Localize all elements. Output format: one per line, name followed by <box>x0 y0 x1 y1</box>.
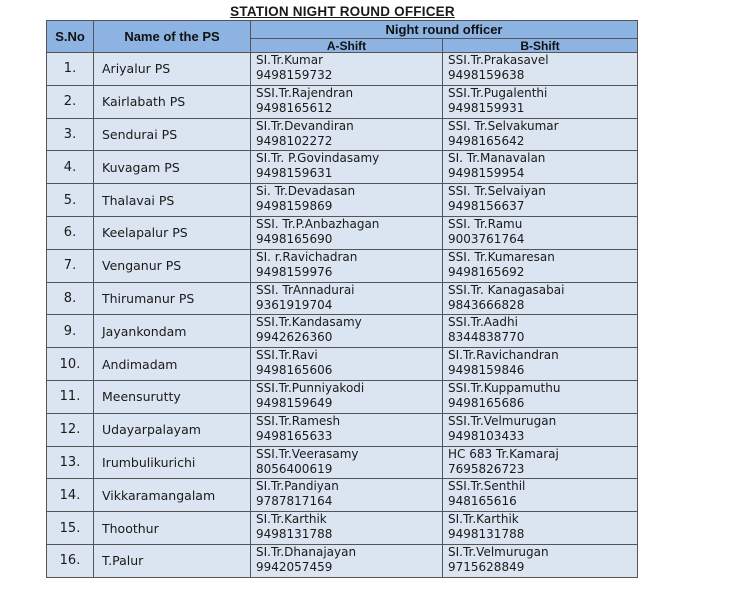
table-row <box>47 348 638 381</box>
officer-phone: 8344838770 <box>448 330 525 345</box>
officer-name: SSI.Tr.Ramesh <box>256 413 341 428</box>
table-row <box>47 118 638 151</box>
a-shift-officer <box>251 53 443 86</box>
officer-name: HC 683 Tr.Kamaraj <box>448 446 559 461</box>
police-station-name: Kuvagam PS <box>94 151 251 184</box>
serial-number: 10. <box>47 348 94 381</box>
officer-phone: 9498159846 <box>448 363 525 378</box>
officer-name: SSI. Tr.Selvaiyan <box>448 184 546 199</box>
officer-name: SSI.Tr.Punniyakodi <box>256 380 365 395</box>
table-row <box>47 216 638 249</box>
officer-phone: 9498159931 <box>448 100 525 115</box>
officer-name: SI.Tr.Pandiyan <box>256 479 339 494</box>
police-station-name: Vikkaramangalam <box>94 479 251 512</box>
b-shift-officer <box>443 85 638 118</box>
officer-name: SSI. Tr.Selvakumar <box>448 118 559 133</box>
table-row <box>47 184 638 217</box>
officer-phone: 9498131788 <box>448 527 525 542</box>
a-shift-officer <box>251 216 443 249</box>
a-shift-officer <box>251 544 443 577</box>
officer-name: SSI. Tr.P.Anbazhagan <box>256 216 380 231</box>
officer-name: SI.Tr.Dhanajayan <box>256 544 357 559</box>
a-shift-officer <box>251 184 443 217</box>
b-shift-officer <box>443 249 638 282</box>
officer-phone: 9498159649 <box>256 395 333 410</box>
officer-name: Si. Tr.Devadasan <box>256 184 356 199</box>
serial-number: 3. <box>47 118 94 151</box>
officer-phone: 9942057459 <box>256 559 333 574</box>
officer-phone: 9498159869 <box>256 199 333 214</box>
officer-phone: 7695826723 <box>448 461 525 476</box>
table-row <box>47 446 638 479</box>
officer-phone: 9843666828 <box>448 297 525 312</box>
table-row <box>47 512 638 545</box>
b-shift-officer <box>443 544 638 577</box>
officer-name: SSI.Tr.Rajendran <box>256 85 354 100</box>
officer-phone: 9498131788 <box>256 527 333 542</box>
serial-number: 9. <box>47 315 94 348</box>
police-station-name: Jayankondam <box>94 315 251 348</box>
police-station-name: Venganur PS <box>94 249 251 282</box>
officer-name: SSI.Tr.Kandasamy <box>256 315 362 330</box>
serial-number: 15. <box>47 512 94 545</box>
officer-phone: 9498159976 <box>256 264 333 279</box>
a-shift-officer <box>251 348 443 381</box>
officer-name: SI.Tr.Devandiran <box>256 118 354 133</box>
serial-number: 5. <box>47 184 94 217</box>
b-shift-officer <box>443 348 638 381</box>
a-shift-officer <box>251 413 443 446</box>
serial-number: 11. <box>47 380 94 413</box>
serial-number: 12. <box>47 413 94 446</box>
officer-phone: 9498165633 <box>256 428 333 443</box>
table-row <box>47 249 638 282</box>
a-shift-officer <box>251 151 443 184</box>
b-shift-officer <box>443 413 638 446</box>
officer-phone: 9498103433 <box>448 428 525 443</box>
b-shift-officer <box>443 53 638 86</box>
table-row <box>47 53 638 86</box>
serial-number: 8. <box>47 282 94 315</box>
night-round-table <box>46 20 638 578</box>
table-row <box>47 315 638 348</box>
police-station-name: Udayarpalayam <box>94 413 251 446</box>
police-station-name: Sendurai PS <box>94 118 251 151</box>
police-station-name: Meensurutty <box>94 380 251 413</box>
police-station-name: T.Palur <box>94 544 251 577</box>
police-station-name: Keelapalur PS <box>94 216 251 249</box>
officer-phone: 9942626360 <box>256 330 333 345</box>
officer-phone: 9787817164 <box>256 494 333 509</box>
officer-name: SSI.Tr.Aadhi <box>448 315 518 330</box>
serial-number: 1. <box>47 53 94 86</box>
officer-phone: 9498165690 <box>256 231 333 246</box>
officer-name: SSI.Tr.Veerasamy <box>256 446 359 461</box>
officer-name: SSI. Tr.Kumaresan <box>448 249 555 264</box>
serial-number: 4. <box>47 151 94 184</box>
serial-number: 7. <box>47 249 94 282</box>
header-a-shift: A-Shift <box>251 39 443 53</box>
officer-phone: 9003761764 <box>448 231 525 246</box>
officer-phone: 9498159631 <box>256 166 333 181</box>
b-shift-officer <box>443 151 638 184</box>
a-shift-officer <box>251 446 443 479</box>
table-body <box>47 53 638 578</box>
police-station-name: Kairlabath PS <box>94 85 251 118</box>
header-sno: S.No <box>47 21 94 53</box>
officer-name: SSI.Tr.Kuppamuthu <box>448 380 561 395</box>
serial-number: 2. <box>47 85 94 118</box>
officer-name: SSI.Tr.Senthil <box>448 479 526 494</box>
serial-number: 13. <box>47 446 94 479</box>
officer-name: SSI.Tr.Pugalenthi <box>448 85 548 100</box>
officer-name: SI.Tr.Ravichandran <box>448 348 559 363</box>
a-shift-officer <box>251 315 443 348</box>
b-shift-officer <box>443 184 638 217</box>
header-ps-name: Name of the PS <box>94 21 251 53</box>
officer-name: SSI. Tr.Ramu <box>448 216 523 231</box>
officer-phone: 9498165612 <box>256 100 333 115</box>
b-shift-officer <box>443 380 638 413</box>
a-shift-officer <box>251 249 443 282</box>
table-row <box>47 85 638 118</box>
b-shift-officer <box>443 479 638 512</box>
page-title: STATION NIGHT ROUND OFFICER <box>230 4 455 19</box>
officer-name: SI.Tr. P.Govindasamy <box>256 151 380 166</box>
officer-name: SI.Tr.Karthik <box>448 512 519 527</box>
header-night-round-officer: Night round officer <box>251 21 638 39</box>
police-station-name: Thalavai PS <box>94 184 251 217</box>
officer-phone: 9498159638 <box>448 68 525 82</box>
police-station-name: Ariyalur PS <box>94 53 251 86</box>
officer-name: SSI.Tr.Velmurugan <box>448 413 557 428</box>
a-shift-officer <box>251 380 443 413</box>
officer-name: SSI.Tr.Ravi <box>256 348 318 363</box>
b-shift-officer <box>443 282 638 315</box>
police-station-name: Irumbulikurichi <box>94 446 251 479</box>
a-shift-officer <box>251 512 443 545</box>
officer-name: SI.Tr.Karthik <box>256 512 327 527</box>
b-shift-officer <box>443 315 638 348</box>
officer-phone: 9498156637 <box>448 199 525 214</box>
officer-phone: 9715628849 <box>448 559 525 574</box>
b-shift-officer <box>443 118 638 151</box>
serial-number: 16. <box>47 544 94 577</box>
police-station-name: Andimadam <box>94 348 251 381</box>
table-row <box>47 544 638 577</box>
officer-phone: 948165616 <box>448 494 517 509</box>
officer-phone: 9498159954 <box>448 166 525 181</box>
officer-name: SSI.Tr.Prakasavel <box>448 53 549 67</box>
table-row <box>47 380 638 413</box>
b-shift-officer <box>443 446 638 479</box>
officer-phone: 9498159732 <box>256 68 333 82</box>
a-shift-officer <box>251 282 443 315</box>
a-shift-officer <box>251 118 443 151</box>
officer-phone: 9498165686 <box>448 395 525 410</box>
officer-phone: 9498165692 <box>448 264 525 279</box>
police-station-name: Thirumanur PS <box>94 282 251 315</box>
officer-name: SI.Tr.Velmurugan <box>448 544 549 559</box>
serial-number: 14. <box>47 479 94 512</box>
officer-phone: 9498102272 <box>256 133 333 148</box>
table-row <box>47 413 638 446</box>
officer-phone: 9361919704 <box>256 297 333 312</box>
officer-name: SI. r.Ravichadran <box>256 249 358 264</box>
officer-phone: 8056400619 <box>256 461 333 476</box>
header-b-shift: B-Shift <box>443 39 638 53</box>
a-shift-officer <box>251 479 443 512</box>
officer-name: SSI. TrAnnadurai <box>256 282 355 297</box>
officer-name: SI.Tr.Kumar <box>256 53 324 67</box>
table-row <box>47 282 638 315</box>
b-shift-officer <box>443 216 638 249</box>
b-shift-officer <box>443 512 638 545</box>
officer-phone: 9498165642 <box>448 133 525 148</box>
officer-name: SI. Tr.Manavalan <box>448 151 546 166</box>
officer-name: SSI.Tr. Kanagasabai <box>448 282 565 297</box>
a-shift-officer <box>251 85 443 118</box>
serial-number: 6. <box>47 216 94 249</box>
officer-phone: 9498165606 <box>256 363 333 378</box>
police-station-name: Thoothur <box>94 512 251 545</box>
table-row <box>47 151 638 184</box>
table-row <box>47 479 638 512</box>
